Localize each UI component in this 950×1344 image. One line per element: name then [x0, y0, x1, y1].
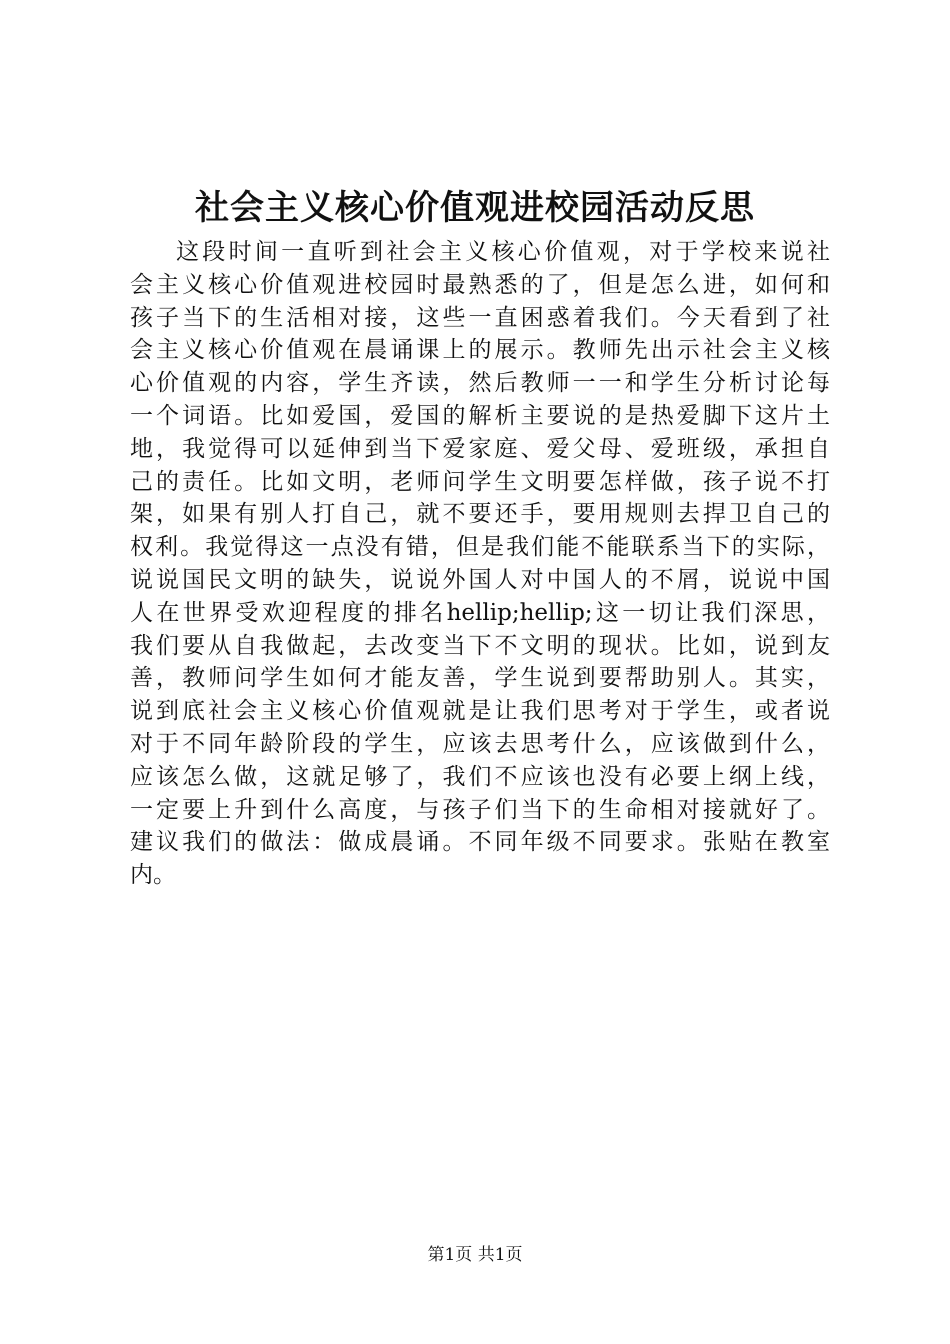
paragraph-line: 应该怎么做，这就足够了，我们不应该也没有必要上纲上线， — [130, 763, 830, 790]
paragraph-line: 架，如果有别人打自己，就不要还手，要用规则去捍卫自己的 — [130, 501, 830, 528]
paragraph-line: 地，我觉得可以延伸到当下爱家庭、爱父母、爱班级，承担自 — [130, 435, 830, 462]
paragraph-line: 这段时间一直听到社会主义核心价值观，对于学校来说社 — [176, 239, 830, 265]
paragraph-line: 心价值观的内容，学生齐读，然后教师一一和学生分析讨论每 — [130, 370, 830, 397]
paragraph-line: 我们要从自我做起，去改变当下不文明的现状。比如，说到友 — [130, 632, 830, 659]
paragraph-line: 孩子当下的生活相对接，这些一直困惑着我们。今天看到了社 — [130, 304, 830, 331]
document-title: 社会主义核心价值观进校园活动反思 — [195, 188, 755, 228]
document-body — [130, 236, 830, 892]
paragraph-line: 说说国民文明的缺失，说说外国人对中国人的不屑，说说中国 — [130, 566, 830, 593]
paragraph-line: 会主义核心价值观进校园时最熟悉的了，但是怎么进，如何和 — [130, 271, 830, 298]
paragraph-line: 权利。我觉得这一点没有错，但是我们能不能联系当下的实际， — [130, 534, 830, 561]
page-footer: 第1页 共1页 — [427, 1245, 523, 1265]
paragraph-line: 善，教师问学生如何才能友善，学生说到要帮助别人。其实， — [130, 665, 830, 692]
paragraph-line: 一个词语。比如爱国，爱国的解析主要说的是热爱脚下这片土 — [130, 402, 830, 429]
paragraph-line: 内。 — [130, 862, 176, 889]
paragraph-line: 人在世界受欢迎程度的排名hellip;hellip;这一切让我们深思， — [130, 599, 830, 626]
paragraph-line: 一定要上升到什么高度，与孩子们当下的生命相对接就好了。 — [130, 796, 830, 823]
paragraph-line: 己的责任。比如文明，老师问学生文明要怎样做，孩子说不打 — [130, 468, 830, 495]
paragraph-line: 对于不同年龄阶段的学生，应该去思考什么，应该做到什么， — [130, 730, 830, 757]
paragraph-line: 建议我们的做法：做成晨诵。不同年级不同要求。张贴在教室 — [130, 829, 830, 856]
paragraph-line: 会主义核心价值观在晨诵课上的展示。教师先出示社会主义核 — [130, 337, 830, 364]
paragraph-line: 说到底社会主义核心价值观就是让我们思考对于学生，或者说 — [130, 698, 830, 725]
